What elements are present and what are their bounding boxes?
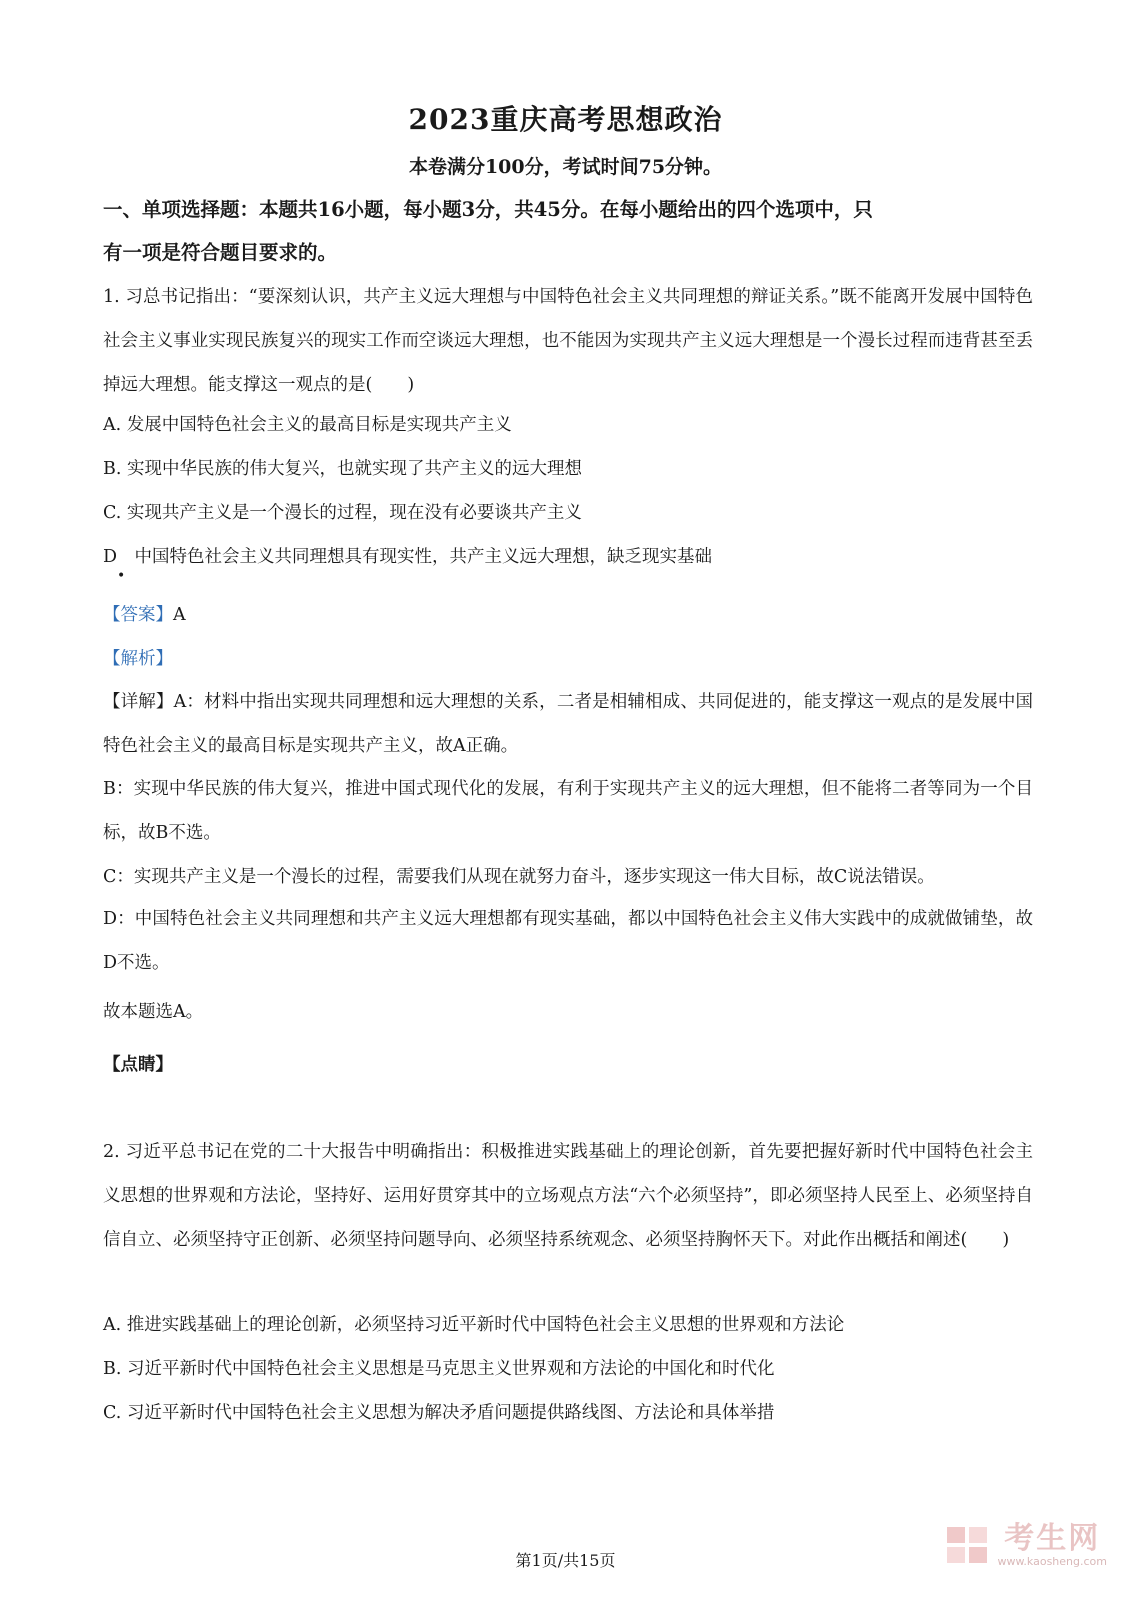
answer-value: A xyxy=(173,605,186,625)
question-1-option-a: A. 发展中国特色社会主义的最高目标是实现共产主义 xyxy=(103,415,512,435)
conclusion: 故本题选A。 xyxy=(103,1002,204,1022)
question-2-option-b: B. 习近平新时代中国特色社会主义思想是马克思主义世界观和方法论的中国化和时代化 xyxy=(103,1359,775,1379)
page-title: 2023重庆高考思想政治 xyxy=(408,103,723,136)
detail-b: B：实现中华民族的伟大复兴，推进中国式现代化的发展，有利于实现共产主义的远大理想，但不能将二者等同为一个目标，故B不选。 xyxy=(103,779,1033,843)
watermark xyxy=(945,1522,1107,1568)
section-heading-line2: 有一项是符合题目要求的。 xyxy=(103,241,338,264)
watermark-text: 考生网 xyxy=(1004,1521,1101,1556)
analysis-tag: 【解析】 xyxy=(103,649,173,669)
kaosheng-logo-icon xyxy=(945,1523,989,1567)
detail-a xyxy=(103,680,1033,768)
page-number: 第1页/共15页 xyxy=(515,1551,616,1570)
question-1-stem: 1. 习总书记指出：“要深刻认识，共产主义远大理想与中国特色社会主义共同理想的辩证关系。”既不能离开发展中国特色社会主义事业实现民族复兴的现实工作而空谈远大理想，也不能因为实现共产主义远大理想是一个漫长过程而违背甚至丢掉远大理想。能支撑这一观点的是( ) xyxy=(103,287,1033,395)
section-heading-line1: 一、单项选择题：本题共16小题，每小题3分，共45分。在每小题给出的四个选项中，只 xyxy=(103,198,873,221)
detail-c: C：实现共产主义是一个漫长的过程，需要我们从现在就努力奋斗，逐步实现这一伟大目标，故C说法错误。 xyxy=(103,867,935,887)
watermark-url: www.kaosheng.com xyxy=(997,1555,1107,1568)
question-2-option-a: A. 推进实践基础上的理论创新，必须坚持习近平新时代中国特色社会主义思想的世界观和方法论 xyxy=(103,1315,845,1335)
exam-subtitle: 本卷满分100分，考试时间75分钟。 xyxy=(408,156,723,178)
option-d-dot: • xyxy=(117,568,126,584)
dianjing-tag: 【点睛】 xyxy=(103,1055,173,1075)
detail-tag: 【详解】 xyxy=(103,692,174,712)
question-1-option-d: D 中国特色社会主义共同理想具有现实性，共产主义远大理想，缺乏现实基础 xyxy=(103,547,713,567)
question-1-option-c: C. 实现共产主义是一个漫长的过程，现在没有必要谈共产主义 xyxy=(103,503,582,523)
question-2-stem: 2. 习近平总书记在党的二十大报告中明确指出：积极推进实践基础上的理论创新，首先要把握好新时代中国特色社会主义思想的世界观和方法论，坚持好、运用好贯穿其中的立场观点方法“六个必须坚持”，即必须坚持人民至上、必须坚持自信自立、必须坚持守正创新、必须坚持问题导向、必须坚持系统观念、必须坚持胸怀天下。对此作出概括和阐述( ) xyxy=(103,1142,1033,1250)
detail-a-text: A：材料中指出实现共同理想和远大理想的关系，二者是相辅相成、共同促进的，能支撑这一观点的是发展中国特色社会主义的最高目标是实现共产主义，故A正确。 xyxy=(103,692,1034,756)
answer-tag: 【答案】 xyxy=(103,605,173,625)
answer-line xyxy=(103,600,1033,630)
detail-d: D：中国特色社会主义共同理想和共产主义远大理想都有现实基础，都以中国特色社会主义伟大实践中的成就做铺垫，故D不选。 xyxy=(103,909,1033,973)
question-2-option-c: C. 习近平新时代中国特色社会主义思想为解决矛盾问题提供路线图、方法论和具体举措 xyxy=(103,1403,775,1423)
question-1-option-b: B. 实现中华民族的伟大复兴，也就实现了共产主义的远大理想 xyxy=(103,459,582,479)
